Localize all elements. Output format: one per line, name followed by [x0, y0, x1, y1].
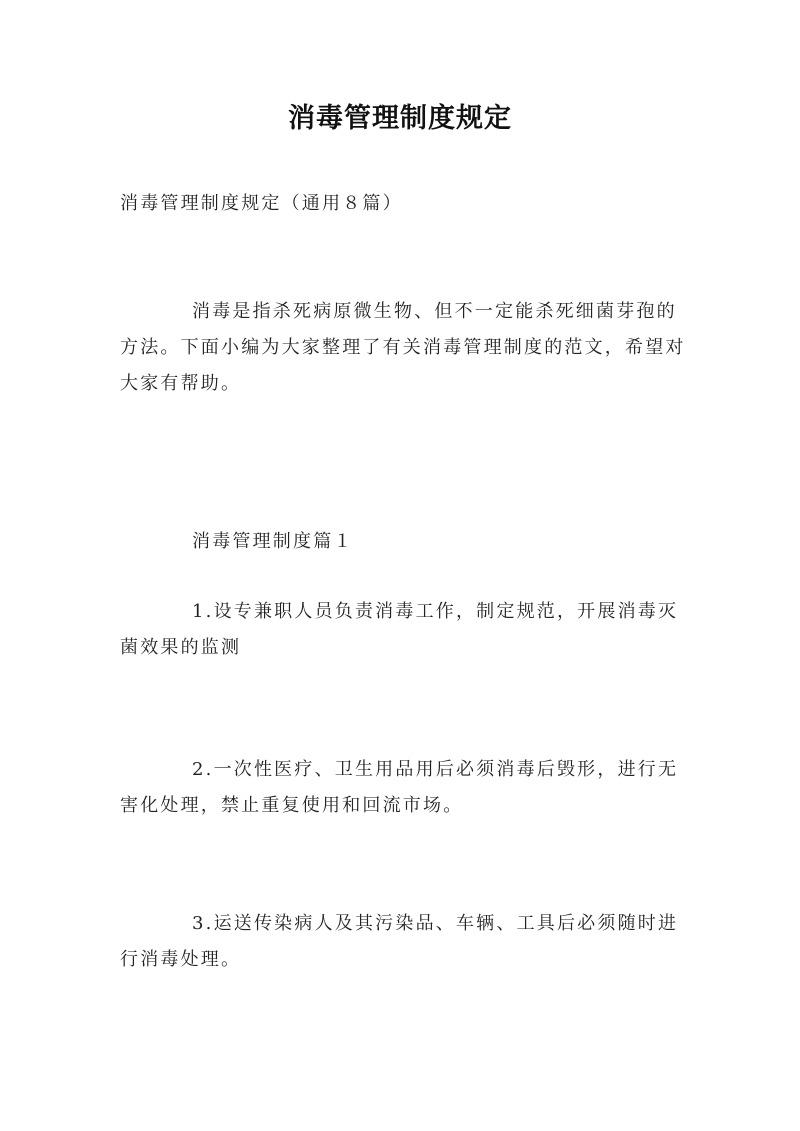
section-heading: 消毒管理制度篇１	[192, 531, 354, 552]
list-item: 1.设专兼职人员负责消毒工作，制定规范，开展消毒灭菌效果的监测	[120, 601, 679, 658]
list-item: 2.一次性医疗、卫生用品用后必须消毒后毁形，进行无害化处理，禁止重复使用和回流市场。	[120, 759, 679, 816]
document-title: 消毒管理制度规定	[288, 103, 512, 134]
document-subtitle: 消毒管理制度规定（通用８篇）	[120, 193, 403, 214]
intro-paragraph: 消毒是指杀死病原微生物、但不一定能杀死细菌芽孢的方法。下面小编为大家整理了有关消毒管理制度的范文，希望对大家有帮助。	[120, 301, 686, 394]
list-item: 3.运送传染病人及其污染品、车辆、工具后必须随时进行消毒处理。	[120, 913, 679, 970]
